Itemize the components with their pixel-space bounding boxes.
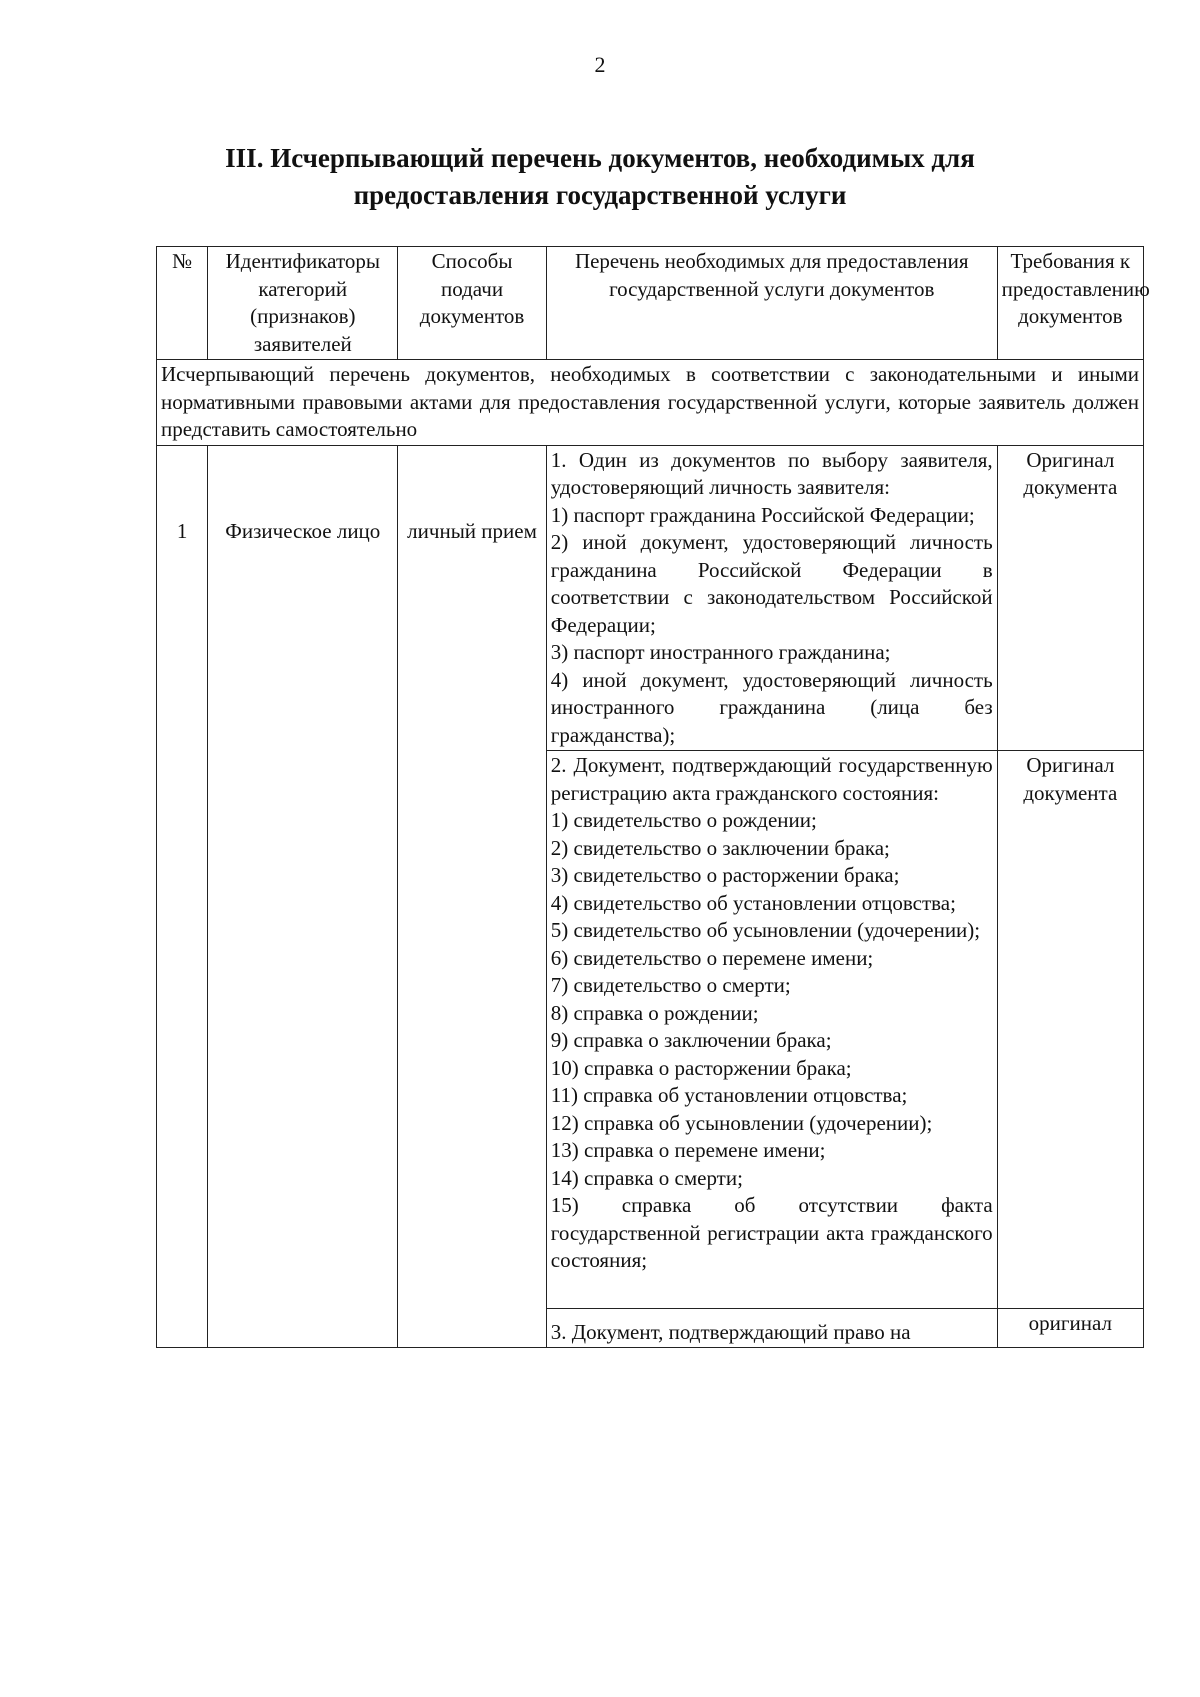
list-item: 14) справка о смерти; [550, 1165, 743, 1190]
doc2-list [546, 751, 997, 1276]
table-section-row [157, 360, 1144, 446]
section-title [0, 140, 1200, 214]
list-item: 4) иной документ, удостоверяющий личность иностранного гражданина (лица без гражданства); [550, 667, 993, 747]
header-num: № [157, 247, 208, 360]
list-item: 2) свидетельство о заключении брака; [550, 835, 890, 860]
list-item: 3) свидетельство о расторжении брака; [550, 863, 900, 887]
header-identifiers: Идентификаторы категорий (признаков) заявителей [208, 247, 398, 360]
list-item: 8) справка о рождении; [550, 1000, 759, 1025]
doc3-requirement: оригинал [997, 1308, 1143, 1348]
header-list: Перечень необходимых для предоставления государственной услуги документов [546, 247, 997, 360]
row-number: 1 [157, 445, 208, 1348]
doc2-requirement: Оригинал документа [997, 751, 1143, 1276]
list-item: 9) справка о заключении брака; [550, 1028, 832, 1052]
list-item: 11) справка об установлении отцовства; [550, 1083, 908, 1107]
list-item: 4) свидетельство об установлении отцовства; [550, 890, 956, 915]
page-number: 2 [594, 52, 606, 77]
list-item: 6) свидетельство о перемене имени; [550, 945, 874, 970]
doc1-list [546, 445, 997, 751]
row-identifier: Физическое лицо [208, 445, 398, 1348]
list-item: 5) свидетельство об усыновлении (удочерении); [550, 918, 981, 942]
list-item: 2) иной документ, удостоверяющий личность гражданина Российской Федерации в соответствии с законодательством Российской Федерации; [550, 530, 993, 637]
doc2-gap-cell [997, 1276, 1143, 1309]
list-item: 1) свидетельство о рождении; [550, 808, 817, 832]
doc2-gap-cell [546, 1276, 997, 1309]
list-item: 2. Документ, подтверждающий государственную регистрацию акта гражданского состояния: [550, 753, 993, 805]
list-item: 1) паспорт гражданина Российской Федерации; [550, 502, 975, 527]
doc1-requirement: Оригинал документа [997, 445, 1143, 751]
header-methods: Способы подачи документов [398, 247, 546, 360]
section-title-line-1: III. Исчерпывающий перечень документов, необходимых для [225, 143, 975, 173]
list-item: 12) справка об усыновлении (удочерении); [550, 1110, 933, 1135]
list-item: 15) справка об отсутствии факта государственной регистрации акта гражданского состояния; [550, 1193, 993, 1272]
section-title-line-2: предоставления государственной услуги [353, 180, 847, 210]
table-header-row [157, 247, 1144, 360]
list-item: 1. Один из документов по выбору заявителя, удостоверяющий личность заявителя: [550, 447, 993, 499]
section-description: Исчерпывающий перечень документов, необходимых в соответствии с законодательными и иными нормативными правовыми актами для предоставления государственной услуги, которые заявитель должен представить самостоятельно [157, 360, 1144, 446]
table-row [157, 445, 1144, 751]
doc3-text: 3. Документ, подтверждающий право на [546, 1308, 997, 1348]
list-item: 7) свидетельство о смерти; [550, 973, 791, 997]
list-item: 13) справка о перемене имени; [550, 1138, 826, 1162]
documents-table [156, 246, 1150, 1348]
header-requirements: Требования к предоставлению документов [997, 247, 1143, 360]
list-item: 10) справка о расторжении брака; [550, 1055, 852, 1080]
list-item: 3) паспорт иностранного гражданина; [550, 640, 891, 664]
row-method: личный прием [398, 445, 546, 1348]
